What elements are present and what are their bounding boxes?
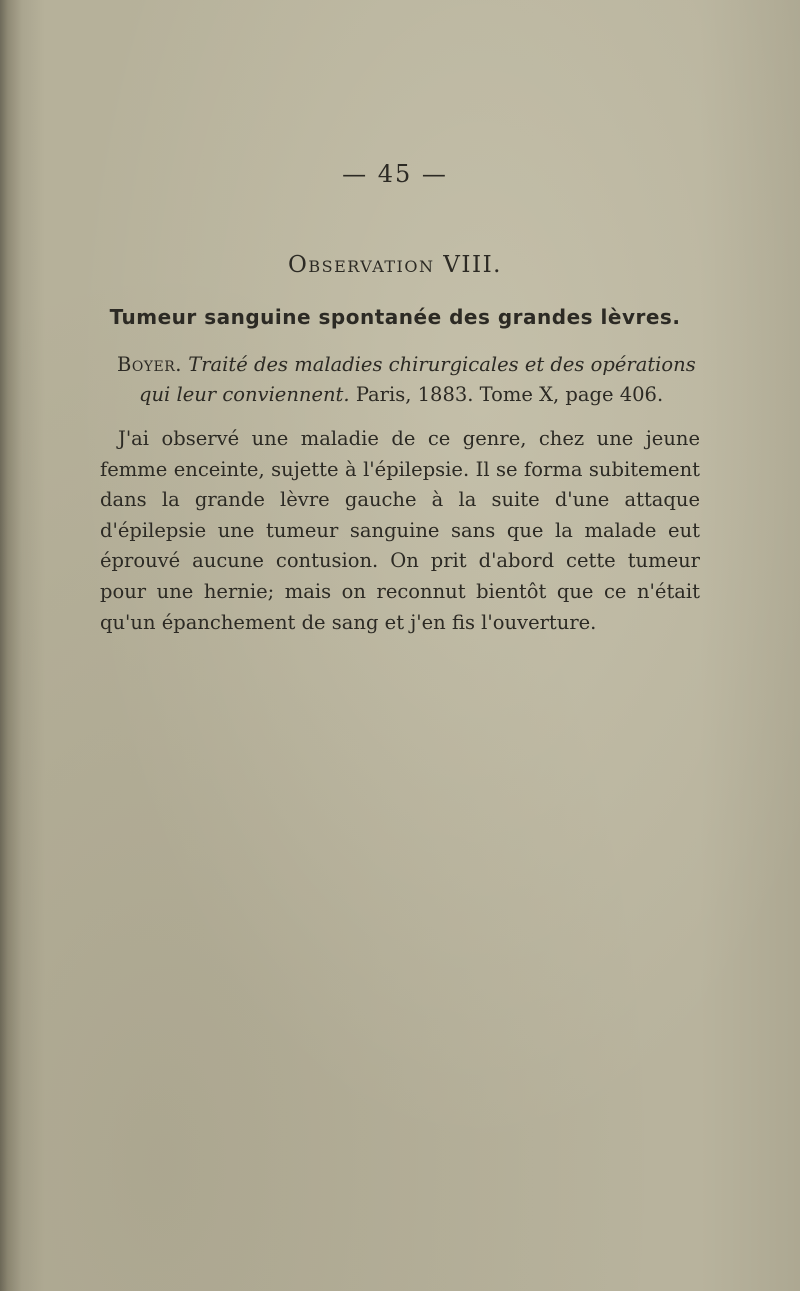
page-number: — 45 — — [342, 160, 448, 188]
body-paragraph: J'ai observé une maladie de ce genre, chez une jeune femme enceinte, sujette à l'épilepsie. Il se forma subitement dans la grande lèvre gauche à la suite d'une attaque d'épilepsie une tumeur sanguine sans que la malade eut éprouvé aucune contusion. On prit d'abord cette tumeur pour une hernie; mais on reconnut bientôt que ce n'était qu'un épanchement de sang et j'en fis l'ouverture. — [100, 427, 700, 634]
bibliographic-reference — [117, 350, 717, 410]
observation-subtitle: Tumeur sanguine spontanée des grandes lèvres. — [109, 305, 681, 329]
reference-author: Boyer. — [117, 353, 183, 376]
reference-work-title: Traité des maladies chirurgicales et des opérations qui leur conviennent. — [139, 353, 696, 406]
observation-heading: Observation VIII. — [288, 252, 502, 278]
reference-publication: Paris, 1883. Tome X, page 406. — [355, 383, 664, 406]
